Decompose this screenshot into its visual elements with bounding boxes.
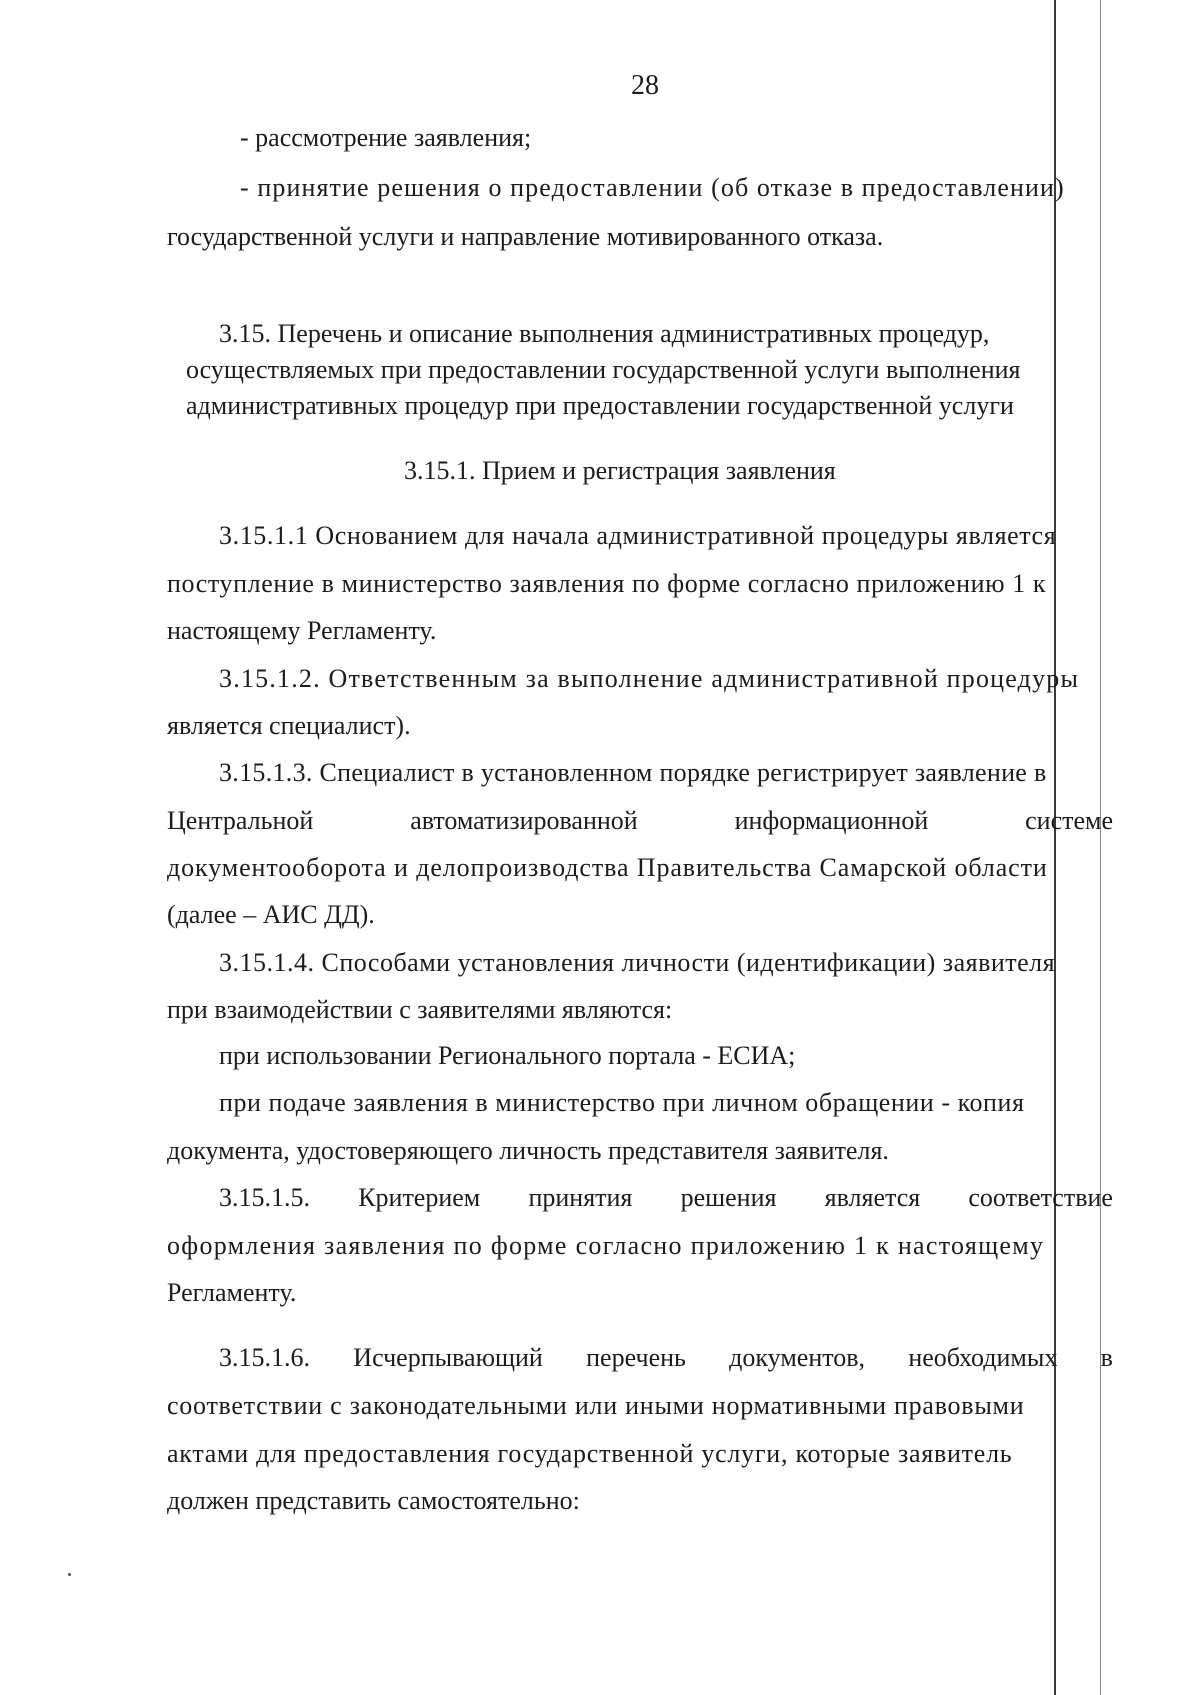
paragraph-3-15-1-4-line-2: при взаимодействии с заявителями являются: (167, 995, 673, 1024)
word: Критерием (358, 1183, 481, 1212)
paragraph-3-15-1-1-line-2: поступление в министерство заявления по форме согласно приложению 1 к (167, 569, 1047, 598)
word: необходимых (908, 1343, 1058, 1372)
scan-fold-line (1054, 0, 1056, 1695)
page-number: 28 (631, 70, 659, 101)
word: документов, (729, 1343, 866, 1372)
paragraph-3-15-1-1-line-1: 3.15.1.1 Основанием для начала административной процедуры является (219, 521, 1057, 550)
word: принятия (528, 1183, 633, 1212)
paragraph-3-15-1-3-line-2 (167, 805, 1113, 837)
paragraph-3-15-1-6-line-4: должен представить самостоятельно: (167, 1486, 580, 1515)
word: 3.15.1.6. (219, 1343, 310, 1372)
word: автоматизированной (410, 806, 638, 835)
paragraph-3-15-1-5-line-2: оформления заявления по форме согласно приложению 1 к настоящему (167, 1231, 1045, 1260)
word: является (824, 1183, 921, 1212)
paragraph-personal-visit-line-2: документа, удостоверяющего личность представителя заявителя. (167, 1136, 889, 1165)
list-item-review: - рассмотрение заявления; (240, 123, 532, 152)
paragraph-3-15-1-2-line-1: 3.15.1.2. Ответственным за выполнение административной процедуры (219, 664, 1080, 693)
paragraph-3-15-1-3-line-1: 3.15.1.3. Специалист в установленном порядке регистрирует заявление в (219, 758, 1047, 787)
word: перечень (586, 1343, 686, 1372)
paragraph-esia: при использовании Регионального портала - ЕСИА; (219, 1041, 796, 1070)
list-item-decision-line-1: - принятие решения о предоставлении (об отказе в предоставлении) (240, 173, 1065, 202)
paragraph-3-15-1-5-line-1 (219, 1182, 1113, 1214)
paragraph-3-15-1-3-line-3: документооборота и делопроизводства Правительства Самарской области (167, 853, 1048, 882)
section-heading-3-15-line-2: осуществляемых при предоставлении государственной услуги выполнения (186, 355, 1021, 384)
word: Исчерпывающий (353, 1343, 543, 1372)
section-heading-3-15-line-1: 3.15. Перечень и описание выполнения административных процедур, (219, 319, 990, 348)
paragraph-3-15-1-6-line-1 (219, 1342, 1113, 1374)
paragraph-3-15-1-1-line-3: настоящему Регламенту. (167, 616, 437, 645)
paragraph-3-15-1-5-line-3: Регламенту. (167, 1278, 297, 1307)
paragraph-3-15-1-6-line-2: соответствии с законодательными или иными нормативными правовыми (167, 1391, 1025, 1420)
word: информационной (734, 806, 929, 835)
paragraph-3-15-1-3-line-4: (далее – АИС ДД). (167, 900, 375, 929)
word: решения (680, 1183, 777, 1212)
paragraph-personal-visit-line-1: при подаче заявления в министерство при личном обращении - копия (219, 1088, 1025, 1117)
word: системе (1025, 806, 1113, 835)
scan-edge-line (1100, 0, 1101, 1695)
word: Центральной (167, 806, 314, 835)
word: 3.15.1.5. (219, 1183, 310, 1212)
paragraph-3-15-1-4-line-1: 3.15.1.4. Способами установления личности (идентификации) заявителя (219, 948, 1056, 977)
paragraph-3-15-1-2-line-2: является специалист). (167, 711, 411, 740)
scan-speck (68, 1573, 71, 1576)
list-item-decision-line-2: государственной услуги и направление мотивированного отказа. (167, 222, 884, 251)
subsection-heading-3-15-1: 3.15.1. Прием и регистрация заявления (404, 456, 836, 485)
word: соответствие (968, 1183, 1113, 1212)
paragraph-3-15-1-6-line-3: актами для предоставления государственной услуги, которые заявитель (167, 1439, 1013, 1468)
word: в (1100, 1343, 1113, 1372)
section-heading-3-15-line-3: административных процедур при предоставлении государственной услуги (186, 391, 1014, 420)
